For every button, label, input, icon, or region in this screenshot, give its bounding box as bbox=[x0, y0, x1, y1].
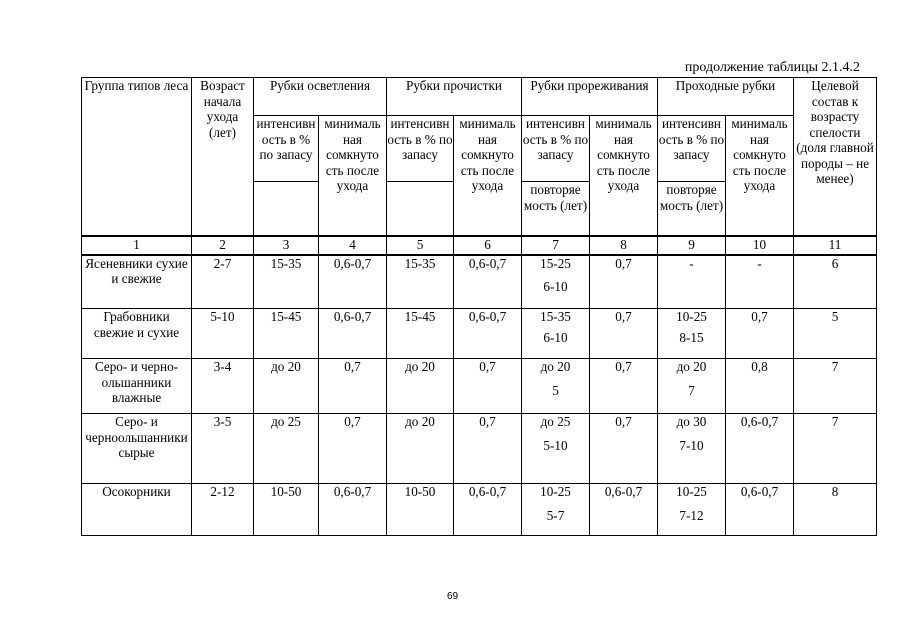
intensity-value: до 30 bbox=[676, 414, 707, 429]
cell-value: 0,6-0,7 bbox=[319, 484, 387, 536]
cell-value: 0,7 bbox=[319, 414, 387, 484]
cell-value: 0,7 bbox=[590, 414, 658, 484]
header-intensity: интенсивн ость в % по запасу bbox=[387, 116, 454, 182]
cell-pair bbox=[522, 414, 590, 484]
start-age: 3-4 bbox=[192, 359, 254, 414]
cell-value: до 20 bbox=[387, 359, 454, 414]
header-intensity: интенсивн ость в % по запасу bbox=[522, 116, 590, 182]
forest-type: Грабовники свежие и сухие bbox=[82, 309, 192, 359]
intensity-value: 10-25 bbox=[676, 484, 707, 499]
column-number: 1 bbox=[82, 236, 192, 255]
cell-pair bbox=[658, 255, 726, 309]
cell-value: 15-45 bbox=[387, 309, 454, 359]
cell-value: 0,7 bbox=[726, 309, 794, 359]
intensity-value: до 20 bbox=[540, 359, 571, 374]
cell-pair bbox=[522, 484, 590, 536]
repeat-value: 6-10 bbox=[543, 329, 568, 345]
cell-value: 0,6-0,7 bbox=[726, 414, 794, 484]
intensity-value: до 25 bbox=[540, 414, 571, 429]
cell-value: 0,6-0,7 bbox=[454, 484, 522, 536]
header-group: Группа типов леса bbox=[82, 78, 192, 236]
cell-pair bbox=[658, 484, 726, 536]
cell-value: 10-50 bbox=[387, 484, 454, 536]
column-number: 9 bbox=[658, 236, 726, 255]
start-age: 3-5 bbox=[192, 414, 254, 484]
cell-pair bbox=[658, 414, 726, 484]
start-age: 5-10 bbox=[192, 309, 254, 359]
header-target: Целевой состав к возрасту спелости (доля главной породы – не менее) bbox=[794, 78, 877, 236]
column-number: 11 bbox=[794, 236, 877, 255]
repeat-value: 8-15 bbox=[679, 329, 704, 345]
table-row bbox=[82, 255, 877, 309]
start-age: 2-12 bbox=[192, 484, 254, 536]
cell-value: 0,7 bbox=[319, 359, 387, 414]
intensity-value: 10-25 bbox=[540, 484, 571, 499]
cell-value: 0,6-0,7 bbox=[454, 255, 522, 309]
header-thinning-2: Рубки прочистки bbox=[387, 78, 522, 116]
header-closure: минималь ная сомкнуто сть после ухода bbox=[590, 116, 658, 236]
forest-type: Серо- и черноольшанники сырые bbox=[82, 414, 192, 484]
cell-value: 0,6-0,7 bbox=[726, 484, 794, 536]
cell-pair bbox=[658, 309, 726, 359]
cell-value: 8 bbox=[794, 484, 877, 536]
repeat-value: 7 bbox=[688, 382, 695, 398]
cell-value: 5 bbox=[794, 309, 877, 359]
cell-value: до 20 bbox=[387, 414, 454, 484]
header-repeat: повторяе мость (лет) bbox=[522, 182, 590, 236]
cell-value: до 25 bbox=[254, 414, 319, 484]
intensity-value: 15-25 bbox=[540, 255, 571, 271]
cell-pair bbox=[522, 255, 590, 309]
repeat-value: 6-10 bbox=[543, 279, 568, 294]
header-closure: минималь ная сомкнуто сть после ухода bbox=[319, 116, 387, 236]
cell-value: 15-35 bbox=[387, 255, 454, 309]
cell-value: 0,7 bbox=[590, 309, 658, 359]
forest-type: Серо- и черно- ольшанники влажные bbox=[82, 359, 192, 414]
cell-value: 15-35 bbox=[254, 255, 319, 309]
forest-care-table bbox=[81, 77, 877, 536]
cell-value: 0,7 bbox=[454, 414, 522, 484]
repeat-value: 5 bbox=[552, 382, 559, 398]
repeat-value: 5-10 bbox=[543, 437, 568, 453]
start-age: 2-7 bbox=[192, 255, 254, 309]
forest-type: Осокорники bbox=[82, 484, 192, 536]
column-number: 6 bbox=[454, 236, 522, 255]
column-number: 5 bbox=[387, 236, 454, 255]
column-number: 2 bbox=[192, 236, 254, 255]
column-number: 10 bbox=[726, 236, 794, 255]
intensity-value: 10-25 bbox=[676, 309, 707, 324]
cell-value: 0,6-0,7 bbox=[590, 484, 658, 536]
header-intensity: интенсивн ость в % по запасу bbox=[658, 116, 726, 182]
column-number-row bbox=[82, 236, 877, 255]
cell-value: 0,7 bbox=[590, 359, 658, 414]
header-closure: минималь ная сомкнуто сть после ухода bbox=[726, 116, 794, 236]
header-thinning-1: Рубки осветления bbox=[254, 78, 387, 116]
column-number: 8 bbox=[590, 236, 658, 255]
cell-value: - bbox=[726, 255, 794, 309]
table-row bbox=[82, 309, 877, 359]
page-number: 69 bbox=[446, 591, 459, 602]
header-age: Возраст начала ухода (лет) bbox=[192, 78, 254, 236]
table-caption: продолжение таблицы 2.1.4.2 bbox=[684, 60, 860, 75]
header-closure: минималь ная сомкнуто сть после ухода bbox=[454, 116, 522, 236]
column-number: 4 bbox=[319, 236, 387, 255]
intensity-value: 15-35 bbox=[540, 309, 571, 324]
table-row bbox=[82, 414, 877, 484]
repeat-value: 5-7 bbox=[546, 507, 565, 523]
column-number: 3 bbox=[254, 236, 319, 255]
cell-value: 0,8 bbox=[726, 359, 794, 414]
cell-value: 0,6-0,7 bbox=[319, 255, 387, 309]
cell-value: 0,7 bbox=[454, 359, 522, 414]
cell-value: 15-45 bbox=[254, 309, 319, 359]
header-repeat: повторяе мость (лет) bbox=[658, 182, 726, 236]
cell-value: 10-50 bbox=[254, 484, 319, 536]
cell-pair bbox=[658, 359, 726, 414]
header-intensity: интенсивн ость в % по запасу bbox=[254, 116, 319, 182]
header-thinning-4: Проходные рубки bbox=[658, 78, 794, 116]
repeat-value: 7-10 bbox=[679, 437, 704, 453]
cell-value: 7 bbox=[794, 359, 877, 414]
forest-type: Ясеневники сухие и свежие bbox=[82, 255, 192, 309]
cell-pair bbox=[522, 359, 590, 414]
table-row bbox=[82, 484, 877, 536]
cell-value: 7 bbox=[794, 414, 877, 484]
cell-value: 6 bbox=[794, 255, 877, 309]
header-thinning-3: Рубки прореживания bbox=[522, 78, 658, 116]
cell-value: 0,6-0,7 bbox=[454, 309, 522, 359]
cell-value: до 20 bbox=[254, 359, 319, 414]
table-row bbox=[82, 359, 877, 414]
intensity-value: - bbox=[689, 255, 694, 271]
cell-value: 0,6-0,7 bbox=[319, 309, 387, 359]
cell-value: 0,7 bbox=[590, 255, 658, 309]
column-number: 7 bbox=[522, 236, 590, 255]
intensity-value: до 20 bbox=[676, 359, 707, 374]
repeat-value: 7-12 bbox=[679, 507, 704, 523]
cell-pair bbox=[522, 309, 590, 359]
